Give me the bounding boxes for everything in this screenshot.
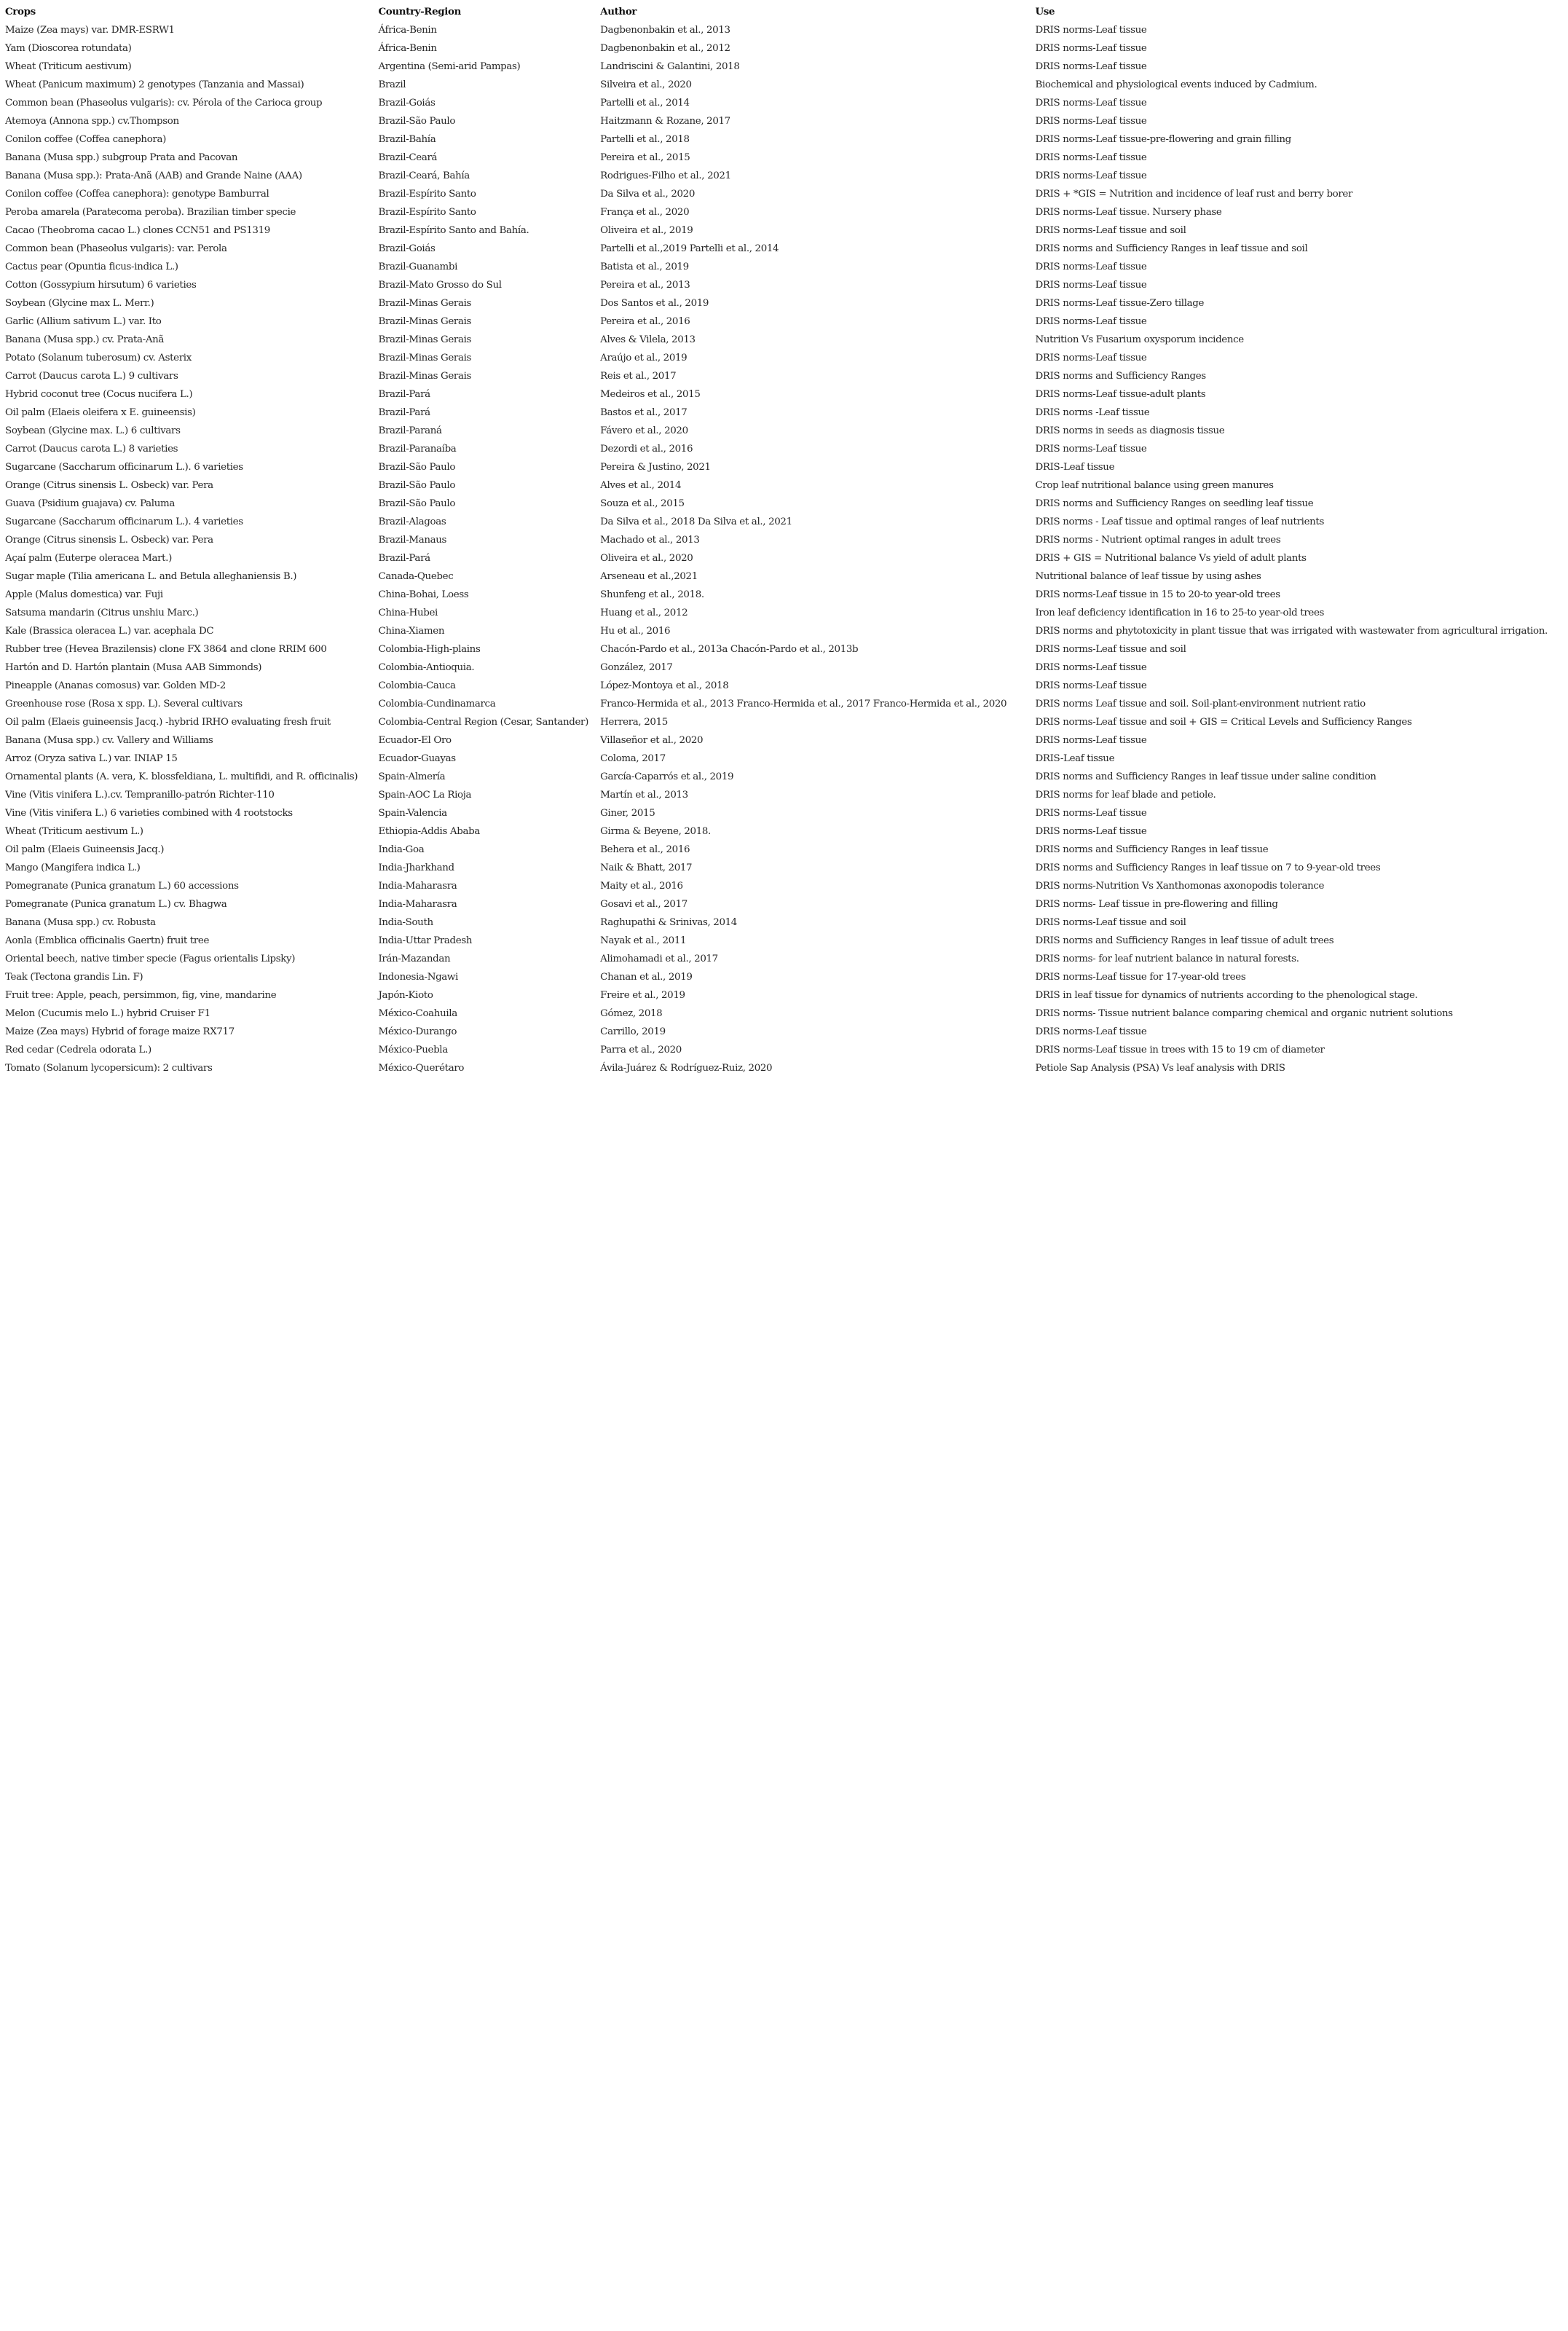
cell-author: Araújo et al., 2019	[600, 353, 688, 363]
table-row	[5, 950, 1568, 968]
cell-crop: Carrot (Daucus carota L.) 9 cultivars	[5, 371, 178, 382]
table-row	[5, 659, 1568, 677]
cell-author: Raghupathi & Srinivas, 2014	[600, 917, 737, 928]
cell-country-region: India-South	[378, 917, 433, 928]
table-row	[5, 913, 1568, 932]
cell-country-region: Brazil-Mato Grosso do Sul	[378, 280, 502, 291]
cell-crop: Carrot (Daucus carota L.) 8 varieties	[5, 444, 178, 455]
table-row	[5, 422, 1568, 440]
cell-author: Partelli et al.,2019 Partelli et al., 2014	[600, 243, 779, 254]
cell-author: Landriscini & Galantini, 2018	[600, 61, 740, 72]
table-row	[5, 895, 1568, 913]
cell-crop: Rubber tree (Hevea Brazilensis) clone FX 3864 and clone RRIM 600	[5, 644, 327, 655]
cell-crop: Apple (Malus domestica) var. Fuji	[5, 589, 163, 600]
cell-country-region: México-Coahuila	[378, 1008, 457, 1019]
cell-crop: Conilon coffee (Coffea canephora)	[5, 134, 166, 145]
header-author: Author	[600, 6, 637, 17]
cell-crop: Maize (Zea mays) var. DMR-ESRW1	[5, 25, 175, 36]
table-row	[5, 185, 1568, 203]
cell-crop: Vine (Vitis vinifera L.) 6 varieties combined with 4 rootstocks	[5, 808, 293, 819]
cell-author: Dagbenonbakin et al., 2013	[600, 25, 730, 36]
cell-use: DRIS norms-Leaf tissue in trees with 15 to 19 cm of diameter	[1035, 1045, 1325, 1056]
cell-country-region: Brazil-São Paulo	[378, 498, 456, 509]
cell-author: Shunfeng et al., 2018.	[600, 589, 704, 600]
cell-crop: Pomegranate (Punica granatum L.) 60 accessions	[5, 881, 239, 892]
table-row	[5, 258, 1568, 276]
cell-use: DRIS norms- Leaf tissue in pre-flowering and filling	[1035, 899, 1278, 910]
cell-use: DRIS norms-Leaf tissue	[1035, 61, 1147, 72]
cell-use: DRIS norms-Leaf tissue-pre-flowering and grain filling	[1035, 134, 1291, 145]
cell-country-region: Ethiopia-Addis Ababa	[378, 826, 480, 837]
cell-use: DRIS norms-Leaf tissue in 15 to 20-to year-old trees	[1035, 589, 1280, 600]
cell-author: Ávila-Juárez & Rodríguez-Ruiz, 2020	[600, 1063, 773, 1074]
cell-use: Petiole Sap Analysis (PSA) Vs leaf analysis with DRIS	[1035, 1063, 1285, 1074]
cell-country-region: Colombia-High-plains	[378, 644, 481, 655]
cell-use: DRIS norms Leaf tissue and soil. Soil-plant-environment nutrient ratio	[1035, 699, 1366, 709]
table-row	[5, 750, 1568, 768]
cell-crop: Orange (Citrus sinensis L. Osbeck) var. Pera	[5, 535, 213, 546]
cell-crop: Soybean (Glycine max L. Merr.)	[5, 298, 154, 309]
table-row	[5, 549, 1568, 567]
cell-crop: Greenhouse rose (Rosa x spp. L). Several cultivars	[5, 699, 243, 709]
cell-crop: Garlic (Allium sativum L.) var. Ito	[5, 316, 162, 327]
cell-author: Souza et al., 2015	[600, 498, 685, 509]
cell-use: DRIS norms-Leaf tissue	[1035, 735, 1147, 746]
table-row	[5, 731, 1568, 750]
cell-crop: Arroz (Oryza sativa L.) var. INIAP 15	[5, 753, 178, 764]
cell-country-region: Brazil-Alagoas	[378, 516, 446, 527]
cell-country-region: China-Bohai, Loess	[378, 589, 469, 600]
cell-use: DRIS norms-Leaf tissue	[1035, 116, 1147, 127]
dris-studies-table	[5, 3, 1568, 1077]
cell-author: Chanan et al., 2019	[600, 972, 693, 983]
cell-author: Batista et al., 2019	[600, 262, 689, 272]
cell-author: Martín et al., 2013	[600, 790, 688, 801]
table-row	[5, 404, 1568, 422]
table-row	[5, 932, 1568, 950]
table-row	[5, 586, 1568, 604]
cell-author: Naik & Bhatt, 2017	[600, 862, 693, 873]
cell-crop: Banana (Musa spp.) cv. Robusta	[5, 917, 156, 928]
table-row	[5, 513, 1568, 531]
cell-country-region: Brazil-Minas Gerais	[378, 371, 472, 382]
cell-use: DRIS norms-Leaf tissue-adult plants	[1035, 389, 1206, 400]
cell-crop: Kale (Brassica oleracea L.) var. acephala DC	[5, 626, 214, 637]
cell-use: DRIS norms-Leaf tissue	[1035, 680, 1147, 691]
cell-author: Partelli et al., 2014	[600, 98, 690, 109]
cell-author: Nayak et al., 2011	[600, 935, 687, 946]
cell-author: Hu et al., 2016	[600, 626, 671, 637]
cell-country-region: Brazil-Paranaíba	[378, 444, 457, 455]
table-row	[5, 294, 1568, 312]
cell-author: Herrera, 2015	[600, 717, 668, 728]
table-body	[5, 21, 1568, 1077]
cell-use: DRIS norms-Leaf tissue	[1035, 826, 1147, 837]
cell-use: DRIS norms-Leaf tissue. Nursery phase	[1035, 207, 1222, 218]
cell-country-region: Spain-Almería	[378, 771, 446, 782]
cell-country-region: México-Durango	[378, 1026, 457, 1037]
cell-crop: Sugarcane (Saccharum officinarum L.). 6 varieties	[5, 462, 243, 473]
cell-country-region: Spain-Valencia	[378, 808, 447, 819]
cell-country-region: Colombia-Central Region (Cesar, Santander)	[378, 717, 588, 728]
cell-use: DRIS norms-Leaf tissue	[1035, 808, 1147, 819]
cell-use: DRIS norms-Leaf tissue and soil + GIS = Critical Levels and Sufficiency Ranges	[1035, 717, 1412, 728]
table-row	[5, 39, 1568, 58]
cell-author: Haitzmann & Rozane, 2017	[600, 116, 730, 127]
table-row	[5, 112, 1568, 130]
cell-use: DRIS norms and Sufficiency Ranges in leaf tissue of adult trees	[1035, 935, 1334, 946]
table-row	[5, 476, 1568, 495]
cell-author: Dagbenonbakin et al., 2012	[600, 43, 730, 54]
cell-author: Silveira et al., 2020	[600, 79, 692, 90]
cell-author: Partelli et al., 2018	[600, 134, 690, 145]
cell-crop: Atemoya (Annona spp.) cv.Thompson	[5, 116, 179, 127]
cell-author: Medeiros et al., 2015	[600, 389, 701, 400]
cell-author: Gómez, 2018	[600, 1008, 663, 1019]
cell-use: DRIS norms and Sufficiency Ranges in leaf tissue	[1035, 844, 1269, 855]
cell-crop: Pomegranate (Punica granatum L.) cv. Bhagwa	[5, 899, 227, 910]
cell-country-region: Brazil-Minas Gerais	[378, 316, 472, 327]
cell-author: Alves & Vilela, 2013	[600, 334, 696, 345]
cell-use: DRIS norms-Leaf tissue	[1035, 316, 1147, 327]
cell-country-region: Brazil-Minas Gerais	[378, 353, 472, 363]
table-row	[5, 349, 1568, 367]
cell-use: DRIS + *GIS = Nutrition and incidence of leaf rust and berry borer	[1035, 189, 1353, 200]
table-row	[5, 130, 1568, 149]
cell-crop: Soybean (Glycine max. L.) 6 cultivars	[5, 425, 181, 436]
cell-crop: Peroba amarela (Paratecoma peroba). Brazilian timber specie	[5, 207, 296, 218]
cell-country-region: Ecuador-El Oro	[378, 735, 452, 746]
table-row	[5, 531, 1568, 549]
table-row	[5, 367, 1568, 385]
cell-use: DRIS norms-Leaf tissue-Zero tillage	[1035, 298, 1205, 309]
table-row	[5, 276, 1568, 294]
table-row	[5, 622, 1568, 640]
cell-author: Alves et al., 2014	[600, 480, 682, 491]
table-row	[5, 804, 1568, 822]
table-row	[5, 1041, 1568, 1059]
cell-country-region: Brazil-Ceará	[378, 152, 438, 163]
cell-crop: Yam (Dioscorea rotundata)	[5, 43, 132, 54]
cell-author: López-Montoya et al., 2018	[600, 680, 729, 691]
cell-author: Behera et al., 2016	[600, 844, 690, 855]
cell-use: DRIS norms -Leaf tissue	[1035, 407, 1150, 418]
cell-use: DRIS norms and Sufficiency Ranges in leaf tissue under saline condition	[1035, 771, 1376, 782]
table-row	[5, 677, 1568, 695]
cell-country-region: Indonesia-Ngawi	[378, 972, 458, 983]
cell-use: DRIS norms-Leaf tissue and soil	[1035, 644, 1186, 655]
cell-country-region: Brazil-Espírito Santo	[378, 207, 476, 218]
cell-crop: Açaí palm (Euterpe oleracea Mart.)	[5, 553, 172, 564]
header-crops: Crops	[5, 6, 36, 17]
cell-author: Bastos et al., 2017	[600, 407, 688, 418]
cell-author: Dezordi et al., 2016	[600, 444, 693, 455]
cell-crop: Wheat (Triticum aestivum)	[5, 61, 132, 72]
cell-crop: Mango (Mangifera indica L.)	[5, 862, 141, 873]
cell-use: DRIS norms-Leaf tissue	[1035, 170, 1147, 181]
cell-crop: Hybrid coconut tree (Cocus nucifera L.)	[5, 389, 193, 400]
cell-author: Pereira et al., 2016	[600, 316, 690, 327]
cell-author: Da Silva et al., 2020	[600, 189, 696, 200]
cell-use: DRIS norms-Leaf tissue	[1035, 1026, 1147, 1037]
cell-author: Arseneau et al.,2021	[600, 571, 698, 582]
cell-country-region: Colombia-Antioquia.	[378, 662, 475, 673]
cell-use: DRIS + GIS = Nutritional balance Vs yield of adult plants	[1035, 553, 1307, 564]
cell-use: DRIS norms - Leaf tissue and optimal ranges of leaf nutrients	[1035, 516, 1324, 527]
table-row	[5, 986, 1568, 1005]
cell-use: DRIS in leaf tissue for dynamics of nutrients according to the phenological stage.	[1035, 990, 1418, 1001]
table-row	[5, 440, 1568, 458]
table-row	[5, 968, 1568, 986]
cell-crop: Fruit tree: Apple, peach, persimmon, fig, vine, mandarine	[5, 990, 277, 1001]
cell-country-region: África-Benin	[378, 25, 437, 36]
cell-crop: Ornamental plants (A. vera, K. blossfeldiana, L. multifidi, and R. officinalis)	[5, 771, 358, 782]
cell-use: Iron leaf deficiency identification in 16 to 25-to year-old trees	[1035, 608, 1325, 618]
cell-author: Da Silva et al., 2018 Da Silva et al., 2021	[600, 516, 792, 527]
cell-author: Gosavi et al., 2017	[600, 899, 688, 910]
cell-country-region: Brazil-Manaus	[378, 535, 447, 546]
table-row	[5, 713, 1568, 731]
cell-country-region: África-Benin	[378, 43, 437, 54]
cell-country-region: Ecuador-Guayas	[378, 753, 456, 764]
cell-author: Freire et al., 2019	[600, 990, 685, 1001]
table-row	[5, 149, 1568, 167]
cell-country-region: Brazil	[378, 79, 406, 90]
cell-author: Oliveira et al., 2020	[600, 553, 693, 564]
cell-crop: Vine (Vitis vinifera L.).cv. Tempranillo-patrón Richter-110	[5, 790, 275, 801]
cell-author: Carrillo, 2019	[600, 1026, 666, 1037]
cell-country-region: Brazil-Espírito Santo	[378, 189, 476, 200]
cell-use: DRIS norms and phytotoxicity in plant tissue that was irrigated with wastewater from agricultural irrigation.	[1035, 626, 1548, 637]
cell-use: DRIS norms-Leaf tissue for 17-year-old trees	[1035, 972, 1246, 983]
cell-use: DRIS norms- Tissue nutrient balance comparing chemical and organic nutrient solutions	[1035, 1008, 1453, 1019]
table-row	[5, 695, 1568, 713]
cell-country-region: Brazil-Pará	[378, 389, 430, 400]
cell-use: DRIS norms-Leaf tissue	[1035, 662, 1147, 673]
cell-crop: Wheat (Panicum maximum) 2 genotypes (Tanzania and Massai)	[5, 79, 304, 90]
cell-use: DRIS norms and Sufficiency Ranges	[1035, 371, 1206, 382]
table-row	[5, 167, 1568, 185]
cell-use: DRIS norms-Leaf tissue	[1035, 152, 1147, 163]
cell-author: Giner, 2015	[600, 808, 655, 819]
cell-crop: Guava (Psidium guajava) cv. Paluma	[5, 498, 175, 509]
cell-use: DRIS norms for leaf blade and petiole.	[1035, 790, 1216, 801]
cell-country-region: Brazil-Ceará, Bahía	[378, 170, 470, 181]
header-use: Use	[1035, 6, 1055, 17]
table-row	[5, 21, 1568, 39]
cell-use: DRIS norms-Leaf tissue	[1035, 262, 1147, 272]
cell-use: DRIS norms-Leaf tissue	[1035, 98, 1147, 109]
cell-crop: Orange (Citrus sinensis L. Osbeck) var. Pera	[5, 480, 213, 491]
cell-use: Biochemical and physiological events induced by Cadmium.	[1035, 79, 1317, 90]
header-country-region: Country-Region	[378, 6, 461, 17]
table-row	[5, 1005, 1568, 1023]
cell-country-region: India-Uttar Pradesh	[378, 935, 473, 946]
cell-country-region: Brazil-Pará	[378, 553, 430, 564]
cell-crop: Banana (Musa spp.) cv. Vallery and Williams	[5, 735, 213, 746]
table-row	[5, 841, 1568, 859]
cell-use: DRIS norms- for leaf nutrient balance in natural forests.	[1035, 954, 1299, 964]
cell-use: DRIS norms-Leaf tissue and soil	[1035, 917, 1186, 928]
cell-country-region: India-Goa	[378, 844, 425, 855]
cell-crop: Common bean (Phaseolus vulgaris): cv. Pérola of the Carioca group	[5, 98, 323, 109]
cell-author: García-Caparrós et al., 2019	[600, 771, 734, 782]
cell-use: Nutrition Vs Fusarium oxysporum incidence	[1035, 334, 1244, 345]
cell-use: Nutritional balance of leaf tissue by using ashes	[1035, 571, 1261, 582]
cell-use: DRIS-Leaf tissue	[1035, 462, 1115, 473]
cell-author: Pereira & Justino, 2021	[600, 462, 711, 473]
cell-crop: Common bean (Phaseolus vulgaris): var. Perola	[5, 243, 227, 254]
cell-author: Huang et al., 2012	[600, 608, 688, 618]
cell-crop: Maize (Zea mays) Hybrid of forage maize RX717	[5, 1026, 235, 1037]
table-row	[5, 822, 1568, 841]
table-row	[5, 58, 1568, 76]
cell-crop: Oil palm (Elaeis oleifera x E. guineensis)	[5, 407, 196, 418]
cell-author: Rodrigues-Filho et al., 2021	[600, 170, 731, 181]
cell-author: Franco-Hermida et al., 2013 Franco-Hermida et al., 2017 Franco-Hermida et al., 2020	[600, 699, 1007, 709]
cell-author: Chacón-Pardo et al., 2013a Chacón-Pardo et al., 2013b	[600, 644, 859, 655]
cell-author: Dos Santos et al., 2019	[600, 298, 709, 309]
table-row	[5, 312, 1568, 331]
cell-country-region: Brazil-Pará	[378, 407, 430, 418]
cell-use: DRIS norms and Sufficiency Ranges on seedling leaf tissue	[1035, 498, 1314, 509]
cell-use: DRIS norms-Leaf tissue	[1035, 353, 1147, 363]
table-row	[5, 331, 1568, 349]
table-row	[5, 203, 1568, 221]
cell-use: DRIS norms-Nutrition Vs Xanthomonas axonopodis tolerance	[1035, 881, 1325, 892]
cell-author: Alimohamadi et al., 2017	[600, 954, 718, 964]
table-row	[5, 94, 1568, 112]
table-row	[5, 1023, 1568, 1041]
cell-country-region: Colombia-Cundinamarca	[378, 699, 496, 709]
cell-use: DRIS norms and Sufficiency Ranges in leaf tissue and soil	[1035, 243, 1308, 254]
table-header	[5, 3, 1568, 21]
cell-use: Crop leaf nutritional balance using green manures	[1035, 480, 1274, 491]
cell-author: Girma & Beyene, 2018.	[600, 826, 711, 837]
cell-author: Oliveira et al., 2019	[600, 225, 693, 236]
table-row	[5, 640, 1568, 659]
table-row	[5, 859, 1568, 877]
cell-crop: Conilon coffee (Coffea canephora): genotype Bamburral	[5, 189, 269, 200]
table-row	[5, 240, 1568, 258]
header-row	[5, 3, 1568, 21]
cell-crop: Potato (Solanum tuberosum) cv. Asterix	[5, 353, 192, 363]
cell-country-region: India-Jharkhand	[378, 862, 454, 873]
cell-country-region: Brazil-Guanambi	[378, 262, 458, 272]
cell-country-region: Brazil-São Paulo	[378, 480, 456, 491]
table-row	[5, 76, 1568, 94]
table-row	[5, 786, 1568, 804]
cell-crop: Sugarcane (Saccharum officinarum L.). 4 varieties	[5, 516, 243, 527]
cell-crop: Wheat (Triticum aestivum L.)	[5, 826, 143, 837]
cell-country-region: Spain-AOC La Rioja	[378, 790, 472, 801]
cell-crop: Oil palm (Elaeis Guineensis Jacq.)	[5, 844, 165, 855]
cell-crop: Sugar maple (Tilia americana L. and Betula alleghaniensis B.)	[5, 571, 297, 582]
cell-author: Maity et al., 2016	[600, 881, 683, 892]
cell-country-region: Brazil-Goiás	[378, 98, 436, 109]
cell-crop: Satsuma mandarin (Citrus unshiu Marc.)	[5, 608, 199, 618]
cell-country-region: Brazil-Minas Gerais	[378, 334, 472, 345]
table-row	[5, 221, 1568, 240]
cell-use: DRIS-Leaf tissue	[1035, 753, 1115, 764]
cell-crop: Pineapple (Ananas comosus) var. Golden MD-2	[5, 680, 226, 691]
cell-crop: Red cedar (Cedrela odorata L.)	[5, 1045, 151, 1056]
cell-country-region: Brazil-Espírito Santo and Bahía.	[378, 225, 529, 236]
cell-country-region: Brazil-Paraná	[378, 425, 442, 436]
table-row	[5, 877, 1568, 895]
cell-country-region: Brazil-Bahía	[378, 134, 436, 145]
cell-country-region: Japón-Kioto	[378, 990, 433, 1001]
cell-crop: Cactus pear (Opuntia ficus-indica L.)	[5, 262, 178, 272]
cell-country-region: China-Hubei	[378, 608, 438, 618]
cell-crop: Cotton (Gossypium hirsutum) 6 varieties	[5, 280, 197, 291]
cell-country-region: Brazil-São Paulo	[378, 462, 456, 473]
cell-author: Coloma, 2017	[600, 753, 666, 764]
cell-use: DRIS norms and Sufficiency Ranges in leaf tissue on 7 to 9-year-old trees	[1035, 862, 1381, 873]
cell-country-region: Brazil-São Paulo	[378, 116, 456, 127]
cell-use: DRIS norms-Leaf tissue	[1035, 43, 1147, 54]
cell-country-region: India-Maharasra	[378, 899, 457, 910]
cell-use: DRIS norms-Leaf tissue	[1035, 444, 1147, 455]
cell-crop: Melon (Cucumis melo L.) hybrid Cruiser F1	[5, 1008, 210, 1019]
cell-author: Pereira et al., 2013	[600, 280, 690, 291]
table-row	[5, 768, 1568, 786]
cell-crop: Oil palm (Elaeis guineensis Jacq.) -hybrid IRHO evaluating fresh fruit	[5, 717, 331, 728]
cell-use: DRIS norms in seeds as diagnosis tissue	[1035, 425, 1225, 436]
cell-crop: Cacao (Theobroma cacao L.) clones CCN51 and PS1319	[5, 225, 270, 236]
cell-crop: Banana (Musa spp.): Prata-Anã (AAB) and Grande Naine (AAA)	[5, 170, 302, 181]
table-row	[5, 458, 1568, 476]
cell-crop: Banana (Musa spp.) subgroup Prata and Pacovan	[5, 152, 238, 163]
cell-author: França et al., 2020	[600, 207, 690, 218]
cell-use: DRIS norms-Leaf tissue	[1035, 280, 1147, 291]
table-row	[5, 1059, 1568, 1077]
cell-author: Reis et al., 2017	[600, 371, 677, 382]
cell-country-region: India-Maharasra	[378, 881, 457, 892]
cell-crop: Aonla (Emblica officinalis Gaertn) fruit tree	[5, 935, 210, 946]
cell-author: Machado et al., 2013	[600, 535, 700, 546]
cell-country-region: Brazil-Goiás	[378, 243, 436, 254]
table-row	[5, 567, 1568, 586]
cell-author: Villaseñor et al., 2020	[600, 735, 704, 746]
cell-country-region: Argentina (Semi-arid Pampas)	[378, 61, 521, 72]
cell-country-region: Brazil-Minas Gerais	[378, 298, 472, 309]
cell-crop: Hartón and D. Hartón plantain (Musa AAB Simmonds)	[5, 662, 262, 673]
cell-use: DRIS norms - Nutrient optimal ranges in adult trees	[1035, 535, 1281, 546]
cell-author: González, 2017	[600, 662, 673, 673]
cell-country-region: China-Xiamen	[378, 626, 445, 637]
cell-crop: Oriental beech, native timber specie (Fagus orientalis Lipsky)	[5, 954, 296, 964]
cell-crop: Banana (Musa spp.) cv. Prata-Anã	[5, 334, 165, 345]
cell-country-region: México-Puebla	[378, 1045, 448, 1056]
cell-country-region: Canada-Quebec	[378, 571, 454, 582]
cell-author: Parra et al., 2020	[600, 1045, 682, 1056]
cell-country-region: Irán-Mazandan	[378, 954, 451, 964]
table-row	[5, 385, 1568, 404]
table-row	[5, 604, 1568, 622]
cell-use: DRIS norms-Leaf tissue and soil	[1035, 225, 1186, 236]
cell-author: Pereira et al., 2015	[600, 152, 690, 163]
cell-crop: Teak (Tectona grandis Lin. F)	[5, 972, 143, 983]
cell-country-region: México-Querétaro	[378, 1063, 465, 1074]
cell-country-region: Colombia-Cauca	[378, 680, 456, 691]
cell-crop: Tomato (Solanum lycopersicum): 2 cultivars	[5, 1063, 213, 1074]
cell-use: DRIS norms-Leaf tissue	[1035, 25, 1147, 36]
cell-author: Fávero et al., 2020	[600, 425, 688, 436]
table-row	[5, 495, 1568, 513]
